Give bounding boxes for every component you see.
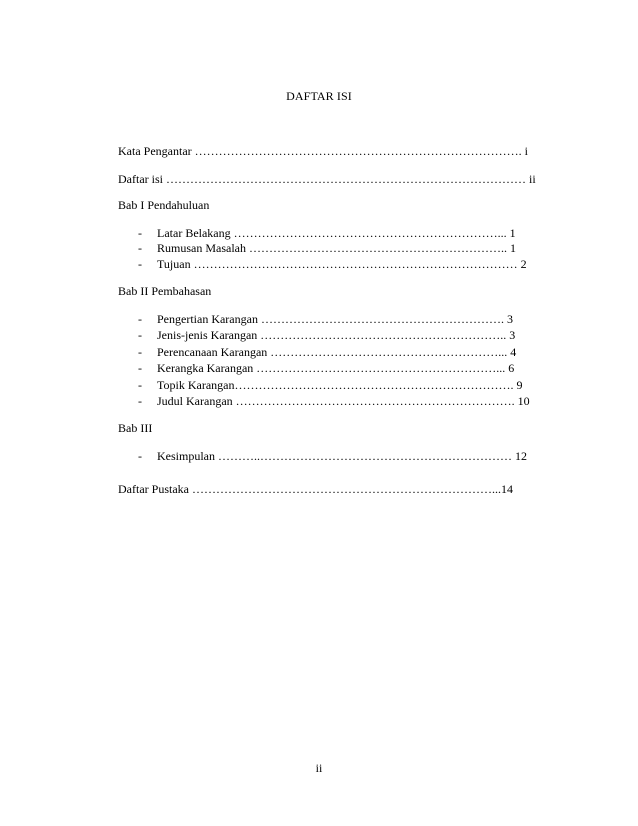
toc-entry-kesimpulan: Kesimpulan ………..……………………………………………………… 12 <box>157 449 527 463</box>
page-number: ii <box>315 761 323 775</box>
toc-entry-kata-pengantar: Kata Pengantar ………………………………………………………………………. i <box>118 144 528 158</box>
toc-heading-bab-1: Bab I Pendahuluan <box>118 198 210 212</box>
list-bullet-dash: - <box>138 345 142 359</box>
toc-heading-bab-2: Bab II Pembahasan <box>118 284 212 298</box>
list-bullet-dash: - <box>138 226 142 240</box>
list-bullet-dash: - <box>138 449 142 463</box>
toc-entry-kerangka-karangan: Kerangka Karangan ……………………………………………………... 6 <box>157 361 515 375</box>
list-bullet-dash: - <box>138 257 142 271</box>
toc-entry-jenis-jenis-karangan: Jenis-jenis Karangan …………………………………………………….. 3 <box>157 328 516 342</box>
toc-entry-daftar-pustaka: Daftar Pustaka …………………………………………………………………...14 <box>118 482 513 496</box>
toc-entry-daftar-isi: Daftar isi ……………………………………………………………………………… ii <box>118 172 536 186</box>
list-bullet-dash: - <box>138 328 142 342</box>
list-bullet-dash: - <box>138 312 142 326</box>
toc-entry-tujuan: Tujuan ……………………………………………………………………… 2 <box>157 257 527 271</box>
page-title: DAFTAR ISI <box>286 89 352 103</box>
toc-entry-topik-karangan: Topik Karangan……………………………………………………………. 9 <box>157 378 523 392</box>
list-bullet-dash: - <box>138 394 142 408</box>
list-bullet-dash: - <box>138 361 142 375</box>
toc-entry-judul-karangan: Judul Karangan ……………………………………………………………. 10 <box>157 394 530 408</box>
toc-entry-perencanaan-karangan: Perencanaan Karangan …………………………………………………... 4 <box>157 345 517 359</box>
toc-entry-rumusan-masalah: Rumusan Masalah ……………………………………………………….. 1 <box>157 241 516 255</box>
list-bullet-dash: - <box>138 241 142 255</box>
toc-entry-pengertian-karangan: Pengertian Karangan ……………………………………………………. 3 <box>157 312 513 326</box>
list-bullet-dash: - <box>138 378 142 392</box>
toc-entry-latar-belakang: Latar Belakang …………………………………………………………... 1 <box>157 226 516 240</box>
toc-heading-bab-3: Bab III <box>118 421 153 435</box>
